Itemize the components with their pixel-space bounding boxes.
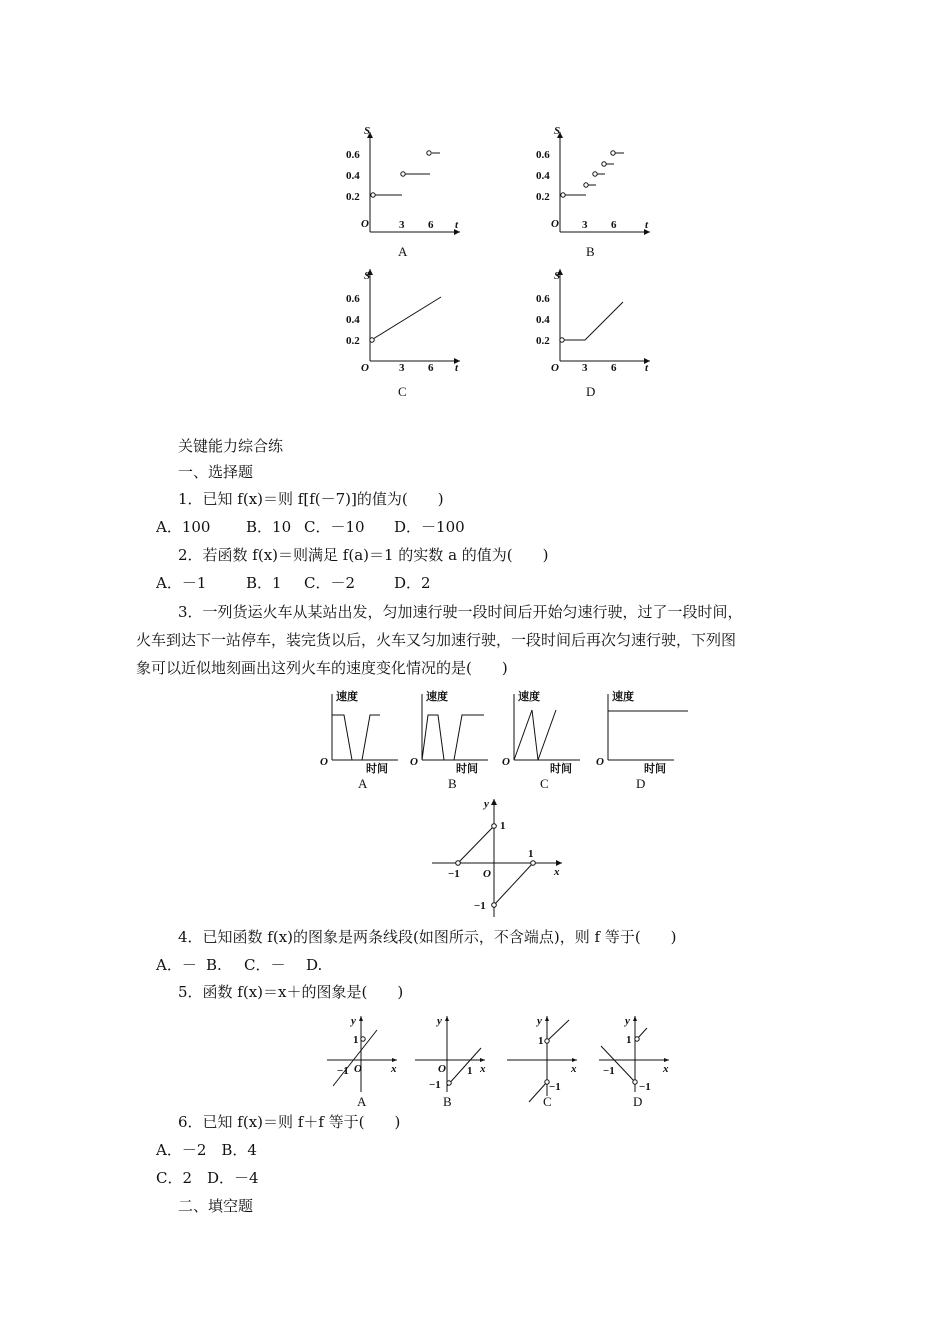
- question-5-stem: 5．函数 f(x)＝x＋的图象是( ): [178, 983, 404, 1001]
- svg-text:−1: −1: [448, 868, 460, 880]
- svg-text:x: x: [480, 1063, 486, 1075]
- svg-text:6: 6: [428, 219, 434, 231]
- q1-option-b[interactable]: B．10: [246, 518, 292, 536]
- svg-text:y: y: [351, 1015, 356, 1027]
- question-1-stem: 1．已知 f(x)＝则 f[f(－7)]的值为( ): [178, 490, 444, 508]
- svg-text:O: O: [483, 868, 491, 880]
- question-6-stem: 6．已知 f(x)＝则 f＋f 等于( ): [178, 1113, 401, 1131]
- svg-text:O: O: [551, 362, 559, 374]
- question-1-options: [156, 518, 465, 536]
- svg-text:−1: −1: [337, 1065, 349, 1077]
- question-3-line2: 火车到达下一站停车，装完货以后，火车又匀加速行驶，一段时间后再次匀速行驶，下列图: [136, 631, 737, 649]
- svg-text:速度: 速度: [612, 691, 634, 703]
- svg-text:y: y: [437, 1015, 442, 1027]
- q2-option-b[interactable]: B．1: [246, 574, 282, 592]
- graph-st-b: [530, 120, 670, 270]
- svg-text:0.4: 0.4: [346, 170, 360, 182]
- svg-text:O: O: [320, 756, 328, 768]
- svg-text:−1: −1: [639, 1081, 651, 1093]
- svg-text:0.2: 0.2: [346, 191, 360, 203]
- graph-st-c: [340, 265, 480, 415]
- svg-text:O: O: [551, 218, 559, 230]
- svg-text:D: D: [633, 1094, 643, 1109]
- origin-label: O: [361, 218, 369, 230]
- svg-text:x: x: [391, 1063, 397, 1075]
- svg-text:A: A: [357, 1094, 367, 1109]
- question-6-options-2[interactable]: C．2 D．－4: [156, 1169, 259, 1187]
- svg-text:t: t: [645, 362, 649, 374]
- q2-option-a[interactable]: A．－1: [156, 574, 207, 592]
- q4-option-b[interactable]: B.: [206, 956, 222, 974]
- graph-q5-b: [413, 1010, 493, 1110]
- q4-option-d[interactable]: D.: [306, 956, 323, 974]
- svg-text:O: O: [502, 756, 510, 768]
- svg-text:时间: 时间: [550, 763, 572, 775]
- question-4-options: [156, 956, 322, 974]
- graph-speed-c: [500, 688, 590, 798]
- svg-text:0.6: 0.6: [346, 149, 360, 161]
- svg-text:B: B: [586, 244, 595, 259]
- q1-option-d[interactable]: D．－100: [394, 518, 465, 536]
- svg-text:C: C: [540, 776, 549, 791]
- svg-text:C: C: [398, 384, 407, 399]
- graph-speed-b: [408, 688, 498, 798]
- question-3-line1: 3．一列货运火车从某站出发，匀加速行驶一段时间后开始匀速行驶，过了一段时间，: [178, 603, 743, 621]
- svg-text:A: A: [398, 244, 408, 259]
- svg-text:A: A: [358, 776, 368, 791]
- svg-text:时间: 时间: [366, 763, 388, 775]
- svg-text:t: t: [645, 219, 649, 231]
- question-2-stem: 2．若函数 f(x)＝则满足 f(a)＝1 的实数 a 的值为( ): [178, 546, 549, 564]
- svg-text:3: 3: [399, 219, 405, 231]
- graph-q5-d: [597, 1010, 677, 1110]
- graph-st-a: [340, 120, 480, 270]
- graph-speed-d: [594, 688, 694, 798]
- svg-text:1: 1: [353, 1034, 359, 1046]
- svg-text:速度: 速度: [426, 691, 448, 703]
- svg-text:S: S: [364, 270, 371, 282]
- svg-text:B: B: [448, 776, 457, 791]
- question-3-line3: 象可以近似地刻画出这列火车的速度变化情况的是( ): [136, 659, 508, 677]
- svg-text:−1: −1: [603, 1065, 615, 1077]
- svg-text:1: 1: [500, 820, 506, 832]
- axis-s-label: S: [364, 125, 371, 137]
- svg-text:x: x: [554, 866, 560, 878]
- svg-text:3: 3: [582, 219, 588, 231]
- svg-text:O: O: [361, 362, 369, 374]
- svg-text:速度: 速度: [518, 691, 540, 703]
- q4-option-c[interactable]: C．－: [244, 956, 286, 974]
- svg-text:y: y: [625, 1015, 630, 1027]
- q2-option-c[interactable]: C．－2: [304, 574, 356, 592]
- graph-q5-a: [325, 1010, 405, 1110]
- svg-text:x: x: [571, 1063, 577, 1075]
- q2-option-d[interactable]: D．2: [394, 574, 431, 592]
- svg-text:0.2: 0.2: [536, 335, 550, 347]
- svg-text:−1: −1: [549, 1081, 561, 1093]
- svg-text:时间: 时间: [456, 763, 478, 775]
- svg-text:0.2: 0.2: [346, 335, 360, 347]
- svg-text:0.4: 0.4: [536, 314, 550, 326]
- svg-text:1: 1: [626, 1034, 632, 1046]
- graph-q4: [428, 795, 578, 920]
- svg-text:时间: 时间: [644, 763, 666, 775]
- part-heading-choice: 一、选择题: [178, 463, 254, 481]
- svg-text:6: 6: [428, 362, 434, 374]
- svg-text:0.4: 0.4: [346, 314, 360, 326]
- q4-option-a[interactable]: A．－: [156, 956, 197, 974]
- svg-text:O: O: [438, 1063, 446, 1075]
- section-title: 关键能力综合练: [178, 437, 284, 455]
- graph-speed-a: [318, 688, 408, 798]
- svg-text:6: 6: [611, 219, 617, 231]
- svg-text:0.4: 0.4: [536, 170, 550, 182]
- axis-t-label: t: [455, 219, 459, 231]
- svg-text:B: B: [443, 1094, 452, 1109]
- svg-text:C: C: [543, 1094, 552, 1109]
- svg-text:0.6: 0.6: [536, 293, 550, 305]
- question-4-stem: 4．已知函数 f(x)的图象是两条线段(如图所示，不含端点)，则 f 等于( ): [178, 928, 677, 946]
- svg-text:O: O: [354, 1063, 362, 1075]
- svg-text:1: 1: [538, 1035, 544, 1047]
- question-2-options: [156, 574, 431, 592]
- svg-text:−1: −1: [429, 1079, 441, 1091]
- svg-text:x: x: [663, 1063, 669, 1075]
- question-6-options-1[interactable]: A．－2 B．4: [156, 1141, 257, 1159]
- svg-text:0.2: 0.2: [536, 191, 550, 203]
- q1-option-c[interactable]: C．－10: [304, 518, 365, 536]
- svg-text:S: S: [554, 270, 561, 282]
- graph-q5-c: [505, 1010, 585, 1110]
- svg-text:1: 1: [467, 1065, 473, 1077]
- svg-text:t: t: [455, 362, 459, 374]
- q1-option-a[interactable]: A．100: [156, 518, 211, 536]
- part-heading-fill: 二、填空题: [178, 1197, 254, 1215]
- svg-text:S: S: [554, 125, 561, 137]
- graph-st-d: [530, 265, 670, 415]
- svg-text:D: D: [636, 776, 646, 791]
- svg-text:3: 3: [582, 362, 588, 374]
- svg-text:1: 1: [528, 848, 534, 860]
- svg-text:0.6: 0.6: [536, 149, 550, 161]
- svg-text:O: O: [596, 756, 604, 768]
- svg-text:D: D: [586, 384, 596, 399]
- svg-text:y: y: [484, 798, 489, 810]
- svg-text:−1: −1: [474, 900, 486, 912]
- svg-text:0.6: 0.6: [346, 293, 360, 305]
- svg-text:y: y: [537, 1015, 542, 1027]
- svg-text:3: 3: [399, 362, 405, 374]
- svg-text:O: O: [410, 756, 418, 768]
- svg-text:6: 6: [611, 362, 617, 374]
- svg-text:速度: 速度: [336, 691, 358, 703]
